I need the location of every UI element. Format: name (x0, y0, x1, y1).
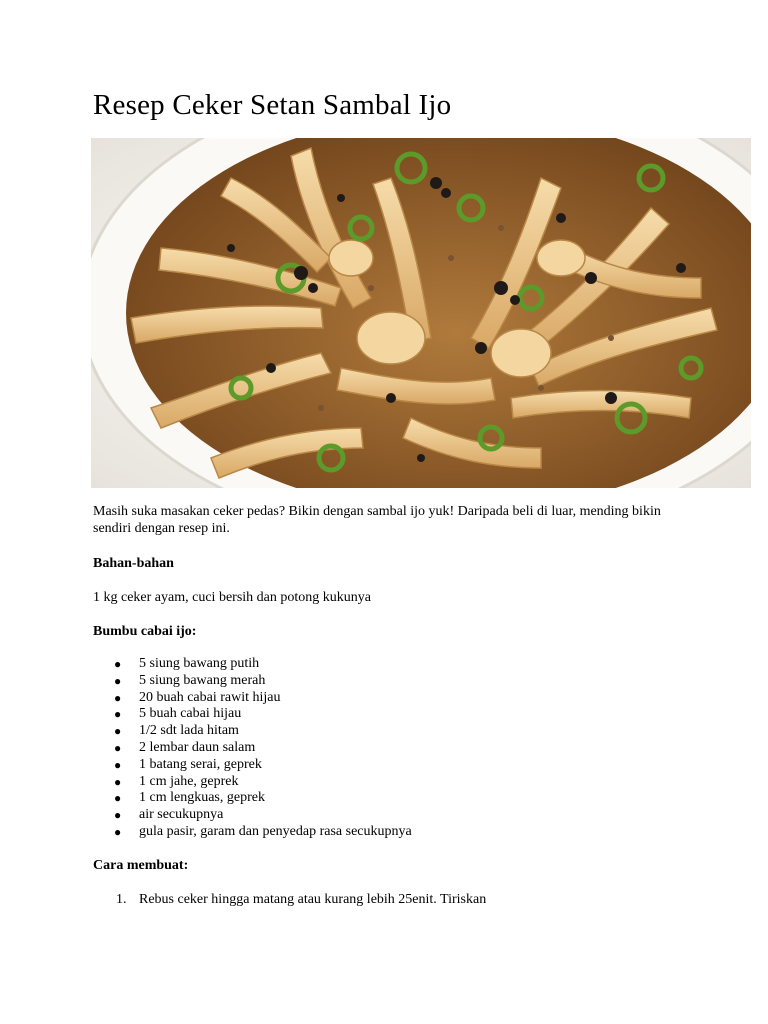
step-number: 1. (116, 892, 127, 907)
list-item: ● 1/2 sdt lada hitam (114, 723, 239, 739)
bullet-icon: ● (114, 657, 122, 671)
bumbu-heading: Bumbu cabai ijo: (93, 624, 197, 639)
recipe-title: Resep Ceker Setan Sambal Ijo (93, 89, 452, 121)
list-item: ● 20 buah cabai rawit hijau (114, 689, 281, 705)
bullet-icon: ● (114, 757, 122, 772)
bullet-icon: ● (114, 774, 122, 789)
list-item: ● 1 cm lengkuas, geprek (114, 790, 265, 806)
list-item: ● 1 batang serai, geprek (114, 756, 262, 772)
step-item (93, 891, 486, 908)
bullet-icon: ● (114, 673, 122, 688)
bullet-icon: ● (114, 808, 122, 823)
bullet-icon: ● (114, 707, 122, 722)
bumbu-list (93, 656, 412, 841)
step-text: Rebus ceker hingga matang atau kurang lebih 25enit. Tiriskan (139, 892, 487, 907)
list-item: ● 5 siung bawang merah (114, 672, 266, 688)
list-item: ● 5 siung bawang putih (114, 656, 260, 671)
list-item: ● 5 buah cabai hijau (114, 706, 242, 722)
bahan-line: 1 kg ceker ayam, cuci bersih dan potong kukunya (93, 590, 371, 605)
bullet-icon: ● (114, 724, 122, 739)
list-item: ● 1 cm jahe, geprek (114, 773, 239, 789)
bullet-icon: ● (114, 824, 122, 839)
list-item: ● gula pasir, garam dan penyedap rasa secukupnya (114, 823, 412, 839)
steps-list (93, 891, 486, 908)
bullet-icon: ● (114, 740, 122, 755)
bullet-icon: ● (114, 791, 122, 806)
bahan-heading: Bahan-bahan (93, 556, 174, 571)
list-item: ● air secukupnya (114, 807, 224, 823)
list-item: ● 2 lembar daun salam (114, 739, 256, 755)
chicken-feet-dish-image (91, 138, 751, 488)
cara-heading: Cara membuat: (93, 858, 189, 873)
intro-paragraph: Masih suka masakan ceker pedas? Bikin dengan sambal ijo yuk! Daripada beli di luar, mending bikin sendiri dengan resep ini. (93, 504, 661, 536)
bullet-icon: ● (114, 690, 122, 705)
recipe-photo (91, 138, 751, 488)
